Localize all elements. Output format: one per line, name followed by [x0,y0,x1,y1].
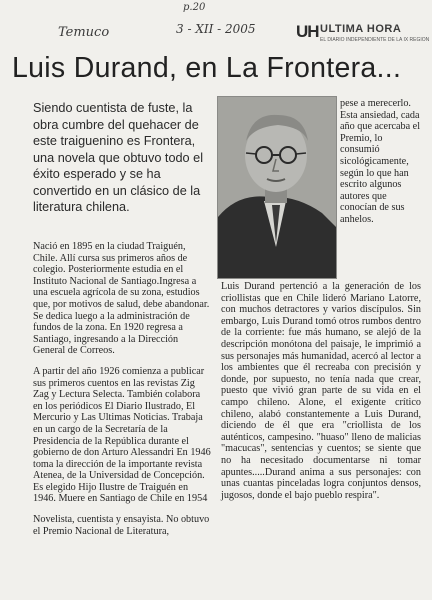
newspaper-tagline: EL DIARIO INDEPENDIENTE DE LA IX REGION [320,37,430,43]
article-right-column [221,281,421,501]
article-title: Luis Durand, en La Frontera... [12,52,402,84]
article-paragraph-biography: Nació en 1895 en la ciudad Traiguén, Chile. Allí cursa sus primeros años de colegio. Posteriormente estudia en el Instituto Nacional de Santiago.Ingresa a una escuela agrícola de su zona, estudios que, por motivos de salud, debe abandonar. Se dedica luego a la administración de fundos de la zona. En 1920 regresa a Santiago, ingresando a la Dirección General de Correos. [33,241,210,357]
article-paragraph-novelist: Novelista, cuentista y ensayista. No obtuvo el Premio Nacional de Literatura, [33,514,210,537]
article-left-column [33,241,211,546]
handwritten-city: Temuco [58,25,110,40]
article-paragraph-criollismo: Luis Durand pertenció a la generación de los criollistas que en Chile lideró Mariano Latorre, con muchos detractores y varios discípulos. Sin embargo, Luis Durand tomó otros rumbos dentro de la corriente: fue más humano, se alejó de la descripción monótona del paisaje, le imprimió a sus personajes más humanidad, acercó al lector a los ambientes que él recreaba con precisión y donde, por supuesto, no tenía nada que crear, puesto que vivió gran parte de su vida en el campo chileno. Alone, el exigente crítico chileno, alabó constantemente a Luis Durand, diciendo de él que era "criollista de los auténticos, campesino. "huaso" lleno de malicias "macucas", sentencias y cuentos; se siente que no ha necesitado documentarse ni tomar apuntes.....Durand anima a sus personajes: con unas cuantas pinceladas logra conjuntos densos, jugosos, donde el bajo pueblo respira". [221,281,421,501]
logo-mark: UH [296,22,319,41]
portrait-illustration [218,97,336,278]
article-paragraph-career: A partir del año 1926 comienza a publicar sus primeros cuentos en las revistas Zig Zag y Lectura Selecta. También colabora en los periódicos El Diario Ilustrado, El Mercurio y Las Ultimas Noticias. Trabaja en un cargo de la Secretaría de la Presidencia de la República durante el gobierno de don Arturo Alessandri En 1946 toma la dirección de la importante revista Atenea, de la Universidad de Concepción. Es elegido Hijo Ilustre de Traiguén en 1946. Muere en Santiago de Chile en 1954 [33,365,211,505]
newspaper-name: ULTIMA HORA [320,23,402,35]
handwritten-page-note: p.20 [183,2,206,13]
newspaper-logo [296,18,430,46]
author-portrait [217,96,337,279]
article-right-column-top: pese a merecerlo. Esta ansiedad, cada año que acercaba el Premio, lo consumió sicológicamente, según lo que han escrito algunos autores que conocían de sus anhelos. [340,98,421,225]
handwritten-date: 3 - XII - 2005 [176,22,256,36]
article-lead: Siendo cuentista de fuste, la obra cumbre del quehacer de este traiguenino es Frontera, una novela que obtuvo todo el éxito esperado y se ha convertido en un clásico de la literatura chilena. [33,101,204,214]
